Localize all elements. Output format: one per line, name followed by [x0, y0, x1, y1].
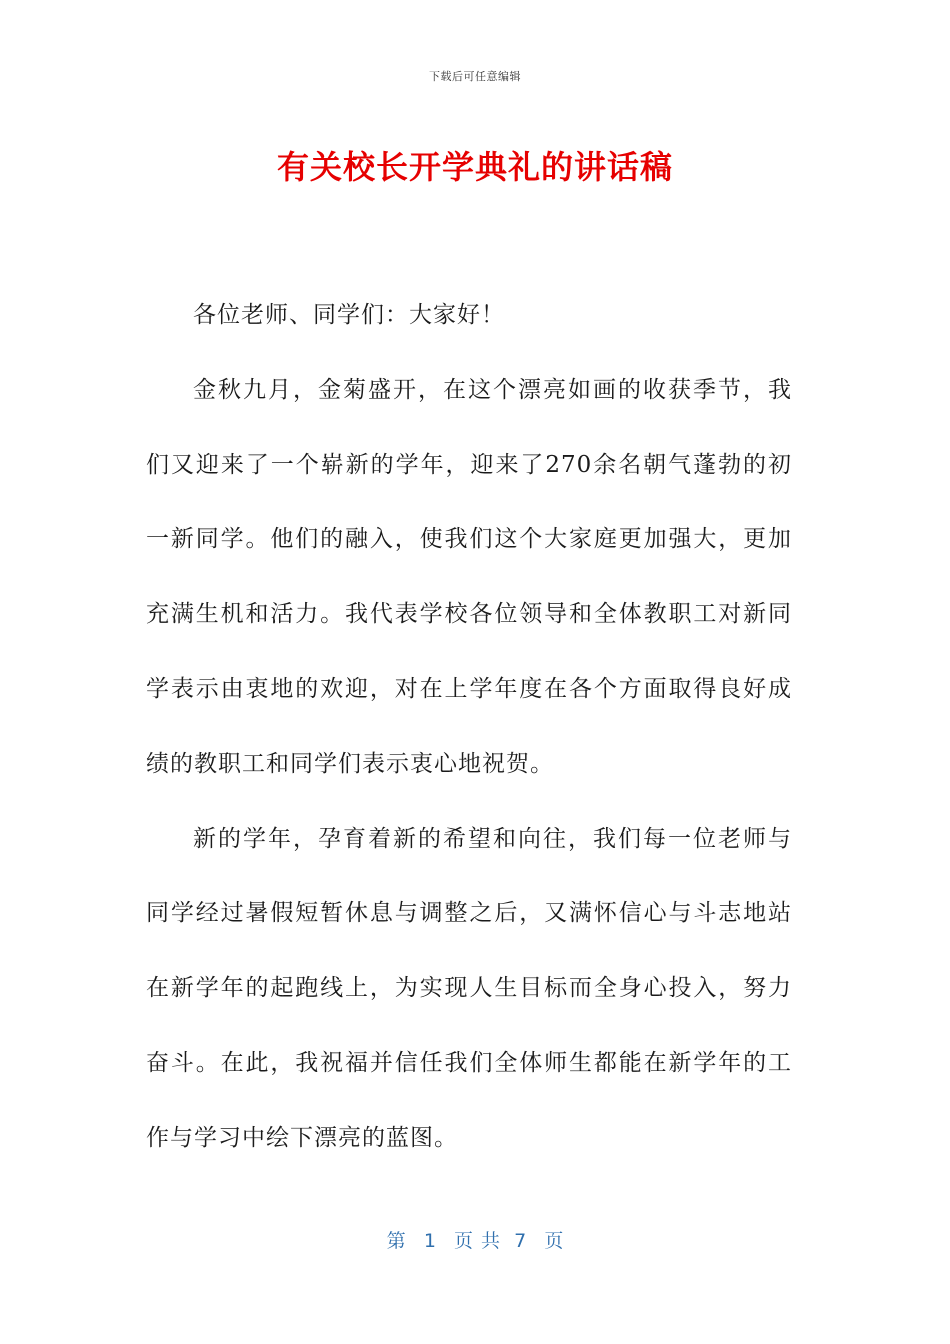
page-label-middle: 页共: [454, 1230, 509, 1252]
page-label-suffix: 页: [544, 1230, 564, 1252]
greeting-paragraph: 各位老师、同学们：大家好！: [193, 302, 505, 328]
total-pages-number: 7: [514, 1230, 527, 1252]
body-paragraph-2: 新的学年，孕育着新的希望和向往，我们每一位老师与同学经过暑假短暂休息与调整之后，又满怀信心与斗志地站在新学年的起跑线上，为实现人生目标而全身心投入，努力奋斗。在此，我祝福并信任我们全体师生都能在新学年的工作与学习中绘下漂亮的蓝图。: [146, 825, 792, 1151]
current-page-number: 1: [423, 1230, 436, 1252]
document-body: [146, 278, 792, 1176]
document-title: 有关校长开学典礼的讲话稿: [276, 148, 673, 186]
body-paragraph-1: 金秋九月，金菊盛开，在这个漂亮如画的收获季节，我们又迎来了一个崭新的学年，迎来了270余名朝气蓬勃的初一新同学。他们的融入，使我们这个大家庭更加强大，更加充满生机和活力。我代表学校各位领导和全体教职工对新同学表示由衷地的欢迎，对在上学年度在各个方面取得良好成绩的教职工和同学们表示衷心地祝贺。: [146, 376, 792, 777]
page-label-prefix: 第: [386, 1230, 406, 1252]
page-footer: [0, 1226, 950, 1253]
header-note: 下载后可任意编辑: [429, 70, 521, 83]
